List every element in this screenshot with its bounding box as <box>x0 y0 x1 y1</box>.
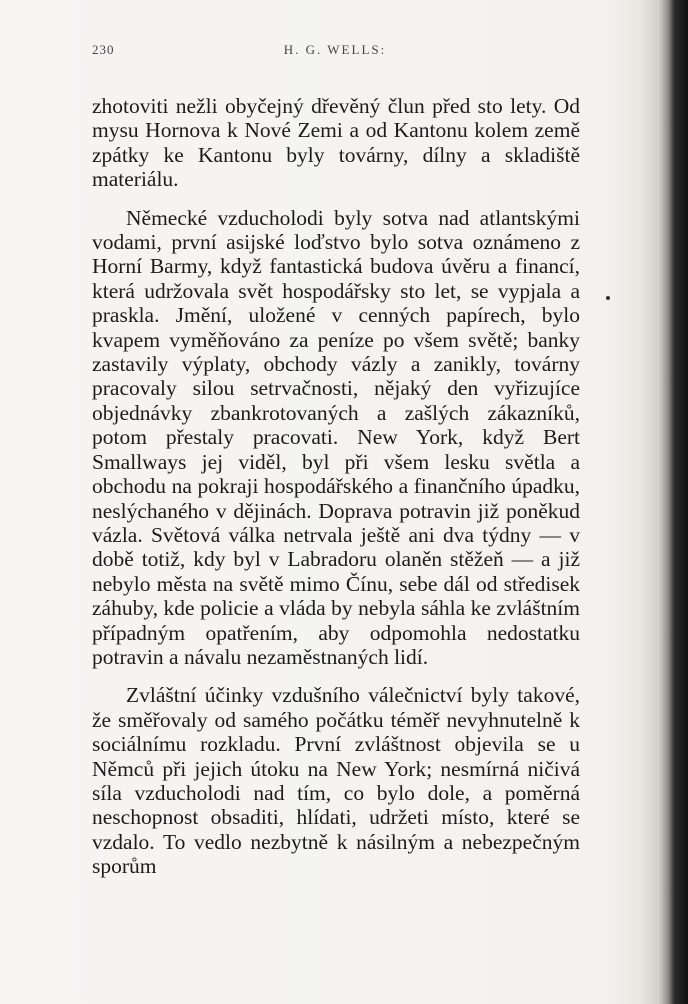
page-header <box>92 42 578 62</box>
page-number: 230 <box>92 42 115 57</box>
paragraph-text: Zvláštní účinky vzdušního válečnictví byly takové, že směřovaly od samého počátku téměř nevyhnutelně k sociálnímu rozkladu. První zvláštnost objevila se u Němců při jejich útoku na New York; nesmírná ničivá síla vzducholodi nad tím, co bylo dole, a poměrná neschopnost obsaditi, hlídati, udržeti místo, které se vzdalo. To vedlo nezbytně k násilným a nebezpečným sporům <box>92 683 580 879</box>
paragraph <box>92 683 580 878</box>
paragraph-text: Německé vzducholodi byly sotva nad atlantskými vodami, první asijské loďstvo bylo sotva oznámeno z Horní Barmy, když fantastická budova úvěru a financí, která udržovala svět hospodářsky sto let, se vypjala a praskla. Jmění, uložené v cenných papírech, bylo kvapem vyměňováno za peníze po všem světě; banky zastavily výplaty, obchody vázly a zanikly, továrny pracovaly silou setrvačnosti, nějaký den vyřizujíce objednávky zbankrotovaných a zašlých zákazníků, potom přestaly pracovati. New York, když Bert Smallways jej viděl, byl při všem lesku světla a obchodu na pokraji hospodářského a finančního úpadku, neslýchaného v dějinách. Doprava potravin již poněkud vázla. Světová válka netrvala ještě ani dva týdny — v době totiž, kdy byl v Labradoru olaněn stěžeň — a již nebylo města na světě mimo Čínu, sebe dál od středisek záhuby, kde policie a vláda by nebyla sáhla ke zvláštním případným opatřením, aby odpomohla nedostatku potravin a návalu nezaměstnaných lidí. <box>92 205 580 669</box>
paragraph <box>92 206 580 670</box>
paragraph-continued <box>92 94 580 192</box>
paragraph-text: zhotoviti nežli obyčejný dřevěný člun před sto lety. Od mysu Hornova k Nové Zemi a od Kantonu kolem země zpátky ke Kantonu byly továrny, dílny a skladiště materiálu. <box>92 94 580 192</box>
book-spine-shadow <box>658 0 688 1004</box>
running-head: H. G. WELLS: <box>283 42 387 57</box>
body-text <box>92 94 580 879</box>
ink-speck <box>606 296 610 300</box>
